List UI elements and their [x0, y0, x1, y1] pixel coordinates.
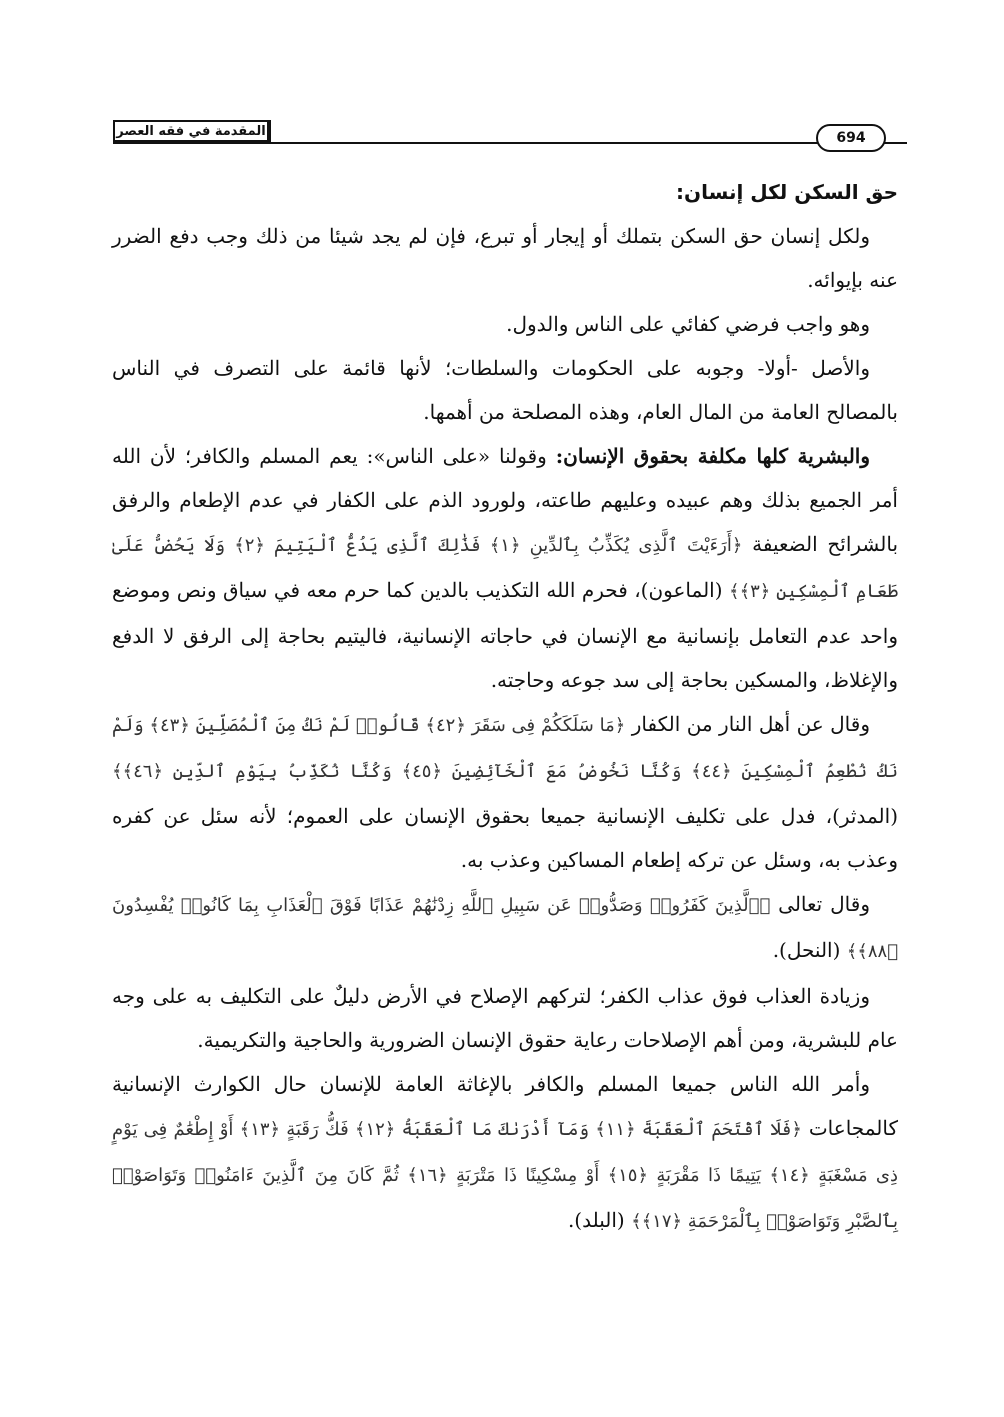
page-body: [112, 170, 898, 1244]
page-number: 694: [816, 124, 886, 152]
paragraph-4-ref: (الماعون)، فحرم الله التكذيب بالدين كما حرم معه في سياق ونص وموضع واحد عدم التعامل بإنسانية مع الإنسان في حاجاته الإنسانية، فاليتيم بحاجة إلى الرفق لا الدفع والإغلاظ، والمسكين بحاجة إلى سد جوعه وحاجته.: [112, 578, 898, 692]
paragraph-4-lead: والبشرية كلها مكلفة بحقوق الإنسان:: [555, 444, 871, 468]
quran-verse-balad: ﴿فَلَا ٱقْتَحَمَ ٱلْعَقَبَةَ ﴿١١﴾ وَمَآ أَدْرَىٰكَ مَا ٱلْعَقَبَةُ ﴿١٢﴾ فَكُّ رَقَبَةٍ ﴿١٣﴾ أَوْ إِطْعَٰمٌ فِى يَوْمٍ ذِى مَسْغَبَةٍ ﴿١٤﴾ يَتِيمًا ذَا مَقْرَبَةٍ ﴿١٥﴾ أَوْ مِسْكِينًا ذَا مَتْرَبَةٍ ﴿١٦﴾ ثُمَّ كَانَ مِنَ ٱلَّذِينَ ءَامَنُوا۟ وَتَوَاصَوْا۟ بِٱلصَّبْرِ وَتَوَاصَوْا۟ بِٱلْمَرْحَمَةِ ﴿١٧﴾﴾: [112, 1119, 898, 1232]
paragraph-5-text: وقال عن أهل النار من الكفار: [625, 712, 870, 736]
section-title: حق السكن لكل إنسان:: [676, 180, 898, 204]
paragraph-1: ولكل إنسان حق السكن بتملك أو إيجار أو تبرع، فإن لم يجد شيئا من ذلك وجب دفع الضرر عنه بإيوائه.: [112, 224, 898, 292]
paragraph-6-ref: (النحل).: [772, 938, 847, 962]
quran-verse-nahl: ﴿ٱلَّذِينَ كَفَرُوا۟ وَصَدُّوا۟ عَن سَبِيلِ ٱللَّهِ زِدْنَٰهُمْ عَذَابًا فَوْقَ ٱلْعَذَابِ بِمَا كَانُوا۟ يُفْسِدُونَ ﴿٨٨﴾﴾: [112, 895, 898, 962]
paragraph-5-ref: (المدثر)، فدل على تكليف الإنسانية جميعا بحقوق الإنسان على العموم؛ لأنه سئل عن كفره وعذب به، وسئل عن تركه إطعام المساكين وعذب به.: [112, 804, 898, 872]
paragraph-4-text: وقولنا «على الناس»: يعم المسلم والكافر؛ لأن الله أمر الجميع بذلك وهم عبيده وعليهم طاعته، ولورود الذم على الكفار في عدم الإطعام والرفق بالشرائح الضعيفة: [112, 444, 899, 556]
paragraph-6: [112, 882, 898, 974]
page-header: [113, 120, 907, 146]
paragraph-4: [112, 434, 898, 702]
paragraph-8: [112, 1062, 898, 1244]
paragraph-8-ref: (البلد).: [567, 1208, 632, 1232]
paragraph-8-text: وأمر الله الناس جميعا المسلم والكافر بالإغاثة العامة للإنسان حال الكوارث الإنسانية كالمجاعات: [112, 1072, 898, 1140]
paragraph-6-text: وقال تعالى: [770, 892, 870, 916]
quran-verse-muddathir: ﴿مَا سَلَكَكُمْ فِى سَقَرَ ﴿٤٢﴾ قَالُوا۟ لَمْ نَكُ مِنَ ٱلْمُصَلِّينَ ﴿٤٣﴾ وَلَمْ نَكُ نُطْعِمُ ٱلْمِسْكِينَ ﴿٤٤﴾ وَكُنَّا نَخُوضُ مَعَ ٱلْخَآئِضِينَ ﴿٤٥﴾ وَكُنَّا نُكَذِّبُ بِيَوْمِ ٱلدِّينِ ﴿٤٦﴾﴾: [112, 715, 898, 782]
book-title: المقدمة في فقه العصر: [113, 120, 271, 142]
header-rule: [113, 142, 907, 144]
paragraph-3: والأصل -أولا- وجوبه على الحكومات والسلطات؛ لأنها قائمة على التصرف في الناس بالمصالح العامة من المال العام، وهذه المصلحة من أهمها.: [112, 356, 898, 424]
paragraph-5: [112, 702, 898, 882]
quran-verse-maun: ﴿أَرَءَيْتَ ٱلَّذِى يُكَذِّبُ بِٱلدِّينِ ﴿١﴾ فَذَٰلِكَ ٱلَّذِى يَدُعُّ ٱلْيَتِيمَ ﴿٢﴾ وَلَا يَحُضُّ عَلَىٰ طَعَامِ ٱلْمِسْكِينِ ﴿٣﴾﴾: [112, 535, 899, 602]
paragraph-2: وهو واجب فرضي كفائي على الناس والدول.: [506, 312, 870, 336]
paragraph-7: وزيادة العذاب فوق عذاب الكفر؛ لتركهم الإصلاح في الأرض دليلٌ على التكليف به على وجه عام للبشرية، ومن أهم الإصلاحات رعاية حقوق الإنسان الضرورية والحاجية والتكريمية.: [112, 984, 898, 1052]
